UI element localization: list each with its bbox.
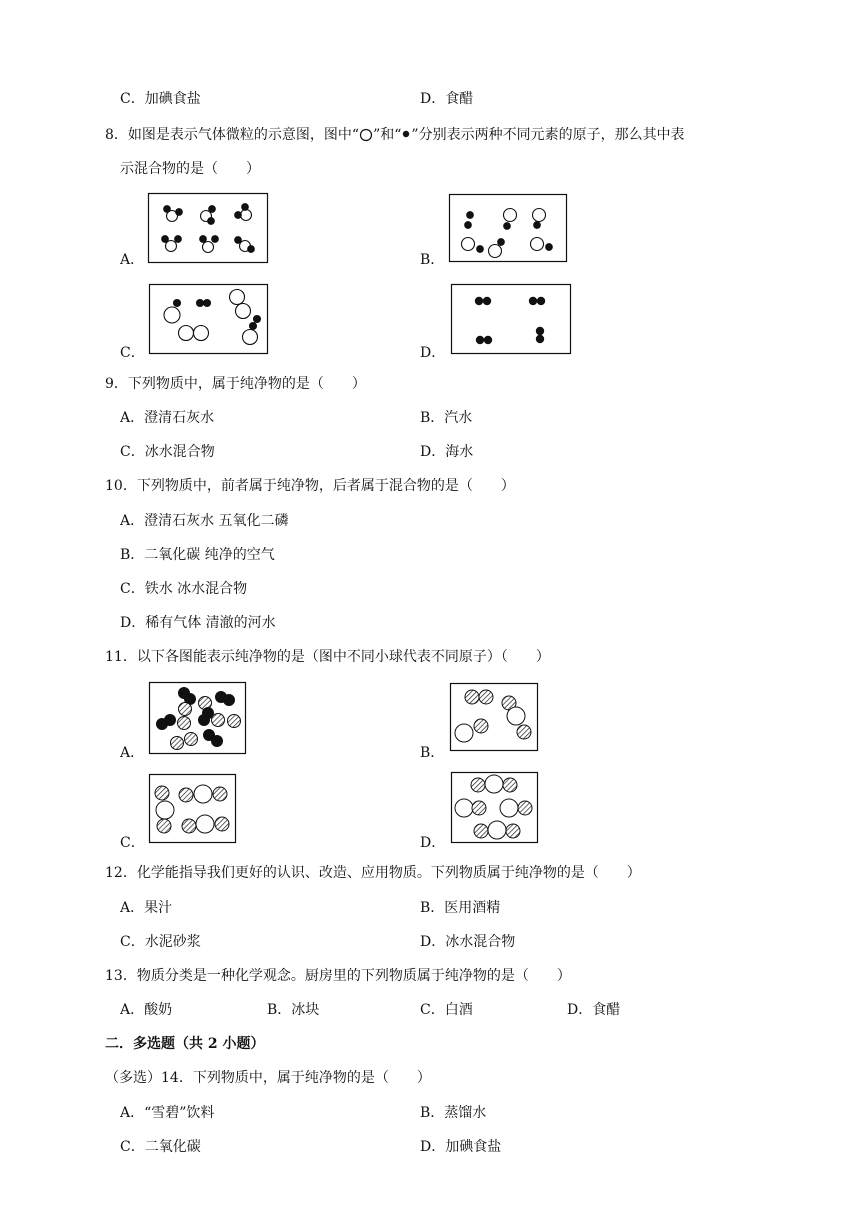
q13-option-a: A．酸奶 — [120, 1002, 173, 1018]
q12-stem: 12．化学能指导我们更好的认识、改造、应用物质。下列物质属于纯净物的是（ ） — [105, 865, 641, 881]
q12-option-d: D．冰水混合物 — [420, 934, 516, 950]
q11-figure-c — [149, 774, 236, 843]
q12-option-b: B．医用酒精 — [420, 900, 501, 916]
q14-option-b: B．蒸馏水 — [420, 1105, 487, 1121]
q11-figure-d — [451, 772, 538, 843]
q11-label-a: A． — [120, 745, 145, 761]
q11-label-b: B． — [420, 745, 445, 761]
white-atom-icon — [359, 128, 373, 142]
q11-label-c: C． — [120, 835, 145, 851]
q13-option-b: B．冰块 — [267, 1002, 320, 1018]
q7-option-c: C．加碘食盐 — [120, 91, 201, 107]
q9-option-a: A．澄清石灰水 — [120, 410, 215, 426]
q11-label-d: D． — [420, 835, 446, 851]
q9-option-c: C．冰水混合物 — [120, 444, 215, 460]
q13-option-d: D．食醋 — [567, 1002, 621, 1018]
black-atom-icon — [401, 128, 411, 142]
q7-option-d: D．食醋 — [420, 91, 474, 107]
q8-stem-line2: 示混合物的是（ ） — [120, 161, 260, 177]
q10-option-a: A．澄清石灰水 五氧化二磷 — [120, 513, 289, 529]
q8-label-d: D． — [420, 345, 446, 361]
q12-option-c: C．水泥砂浆 — [120, 934, 201, 950]
q11-stem: 11．以下各图能表示纯净物的是（图中不同小球代表不同原子）（ ） — [105, 649, 550, 665]
q12-option-a: A．果汁 — [120, 900, 173, 916]
q8-label-c: C． — [120, 345, 145, 361]
q8-stem-line1: 8．如图是表示气体微粒的示意图，图中“ ”和“ ”分别表示两种不同元素的原子，那么其中表 — [105, 127, 685, 143]
q10-option-b: B．二氧化碳 纯净的空气 — [120, 547, 275, 563]
q9-option-d: D．海水 — [420, 444, 474, 460]
q8-figure-c — [149, 284, 268, 354]
q10-option-c: C．铁水 冰水混合物 — [120, 581, 248, 597]
q8-label-b: B． — [420, 252, 445, 268]
q8-figure-a — [148, 193, 268, 263]
q11-figure-b — [450, 683, 538, 751]
section-title-multi-choice: 二．多选题（共 2 小题） — [105, 1036, 265, 1052]
q8-figure-b — [449, 194, 567, 262]
q14-option-a: A．“雪碧”饮料 — [120, 1105, 215, 1121]
q8-figure-d — [451, 284, 571, 354]
q14-stem: （多选）14．下列物质中，属于纯净物的是（ ） — [105, 1070, 431, 1086]
q8-label-a: A． — [120, 252, 145, 268]
q14-option-c: C．二氧化碳 — [120, 1139, 201, 1155]
q13-stem: 13．物质分类是一种化学观念。厨房里的下列物质属于纯净物的是（ ） — [105, 968, 571, 984]
q14-option-d: D．加碘食盐 — [420, 1139, 502, 1155]
q9-stem: 9．下列物质中，属于纯净物的是（ ） — [105, 376, 366, 392]
q10-option-d: D．稀有气体 清澈的河水 — [120, 615, 276, 631]
q10-stem: 10．下列物质中，前者属于纯净物，后者属于混合物的是（ ） — [105, 478, 515, 494]
q11-figure-a — [149, 682, 246, 754]
q13-option-c: C．白酒 — [420, 1002, 473, 1018]
q9-option-b: B．汽水 — [420, 410, 473, 426]
